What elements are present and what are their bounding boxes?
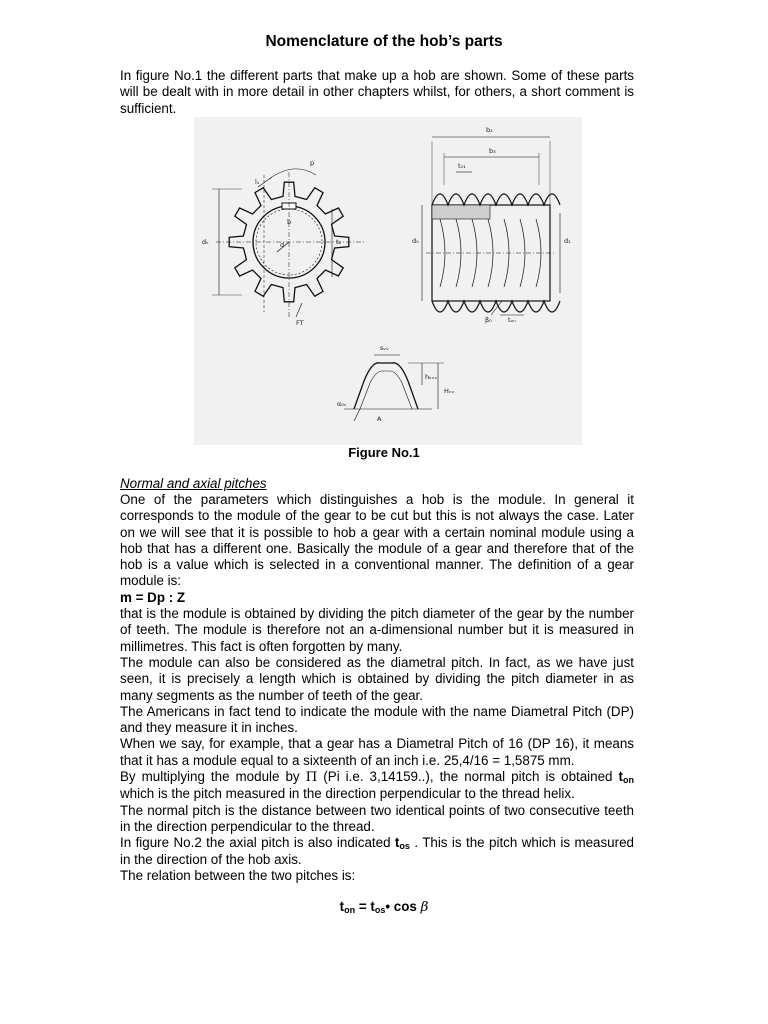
label-hkw: hₖᵥᵥ [425,373,438,381]
label-ton: tₒₙ [508,316,516,324]
hob-top-teeth [432,194,560,205]
intro-paragraph: In figure No.1 the different parts that make up a hob are shown. Some of these parts will be dealt with in more detail in other chapters whilst, for others, a short comment is sufficient. [120,68,634,116]
label-a: A [377,415,382,423]
paragraph-americans: The Americans in fact tend to indicate the module with the name Diametral Pitch (DP) and they measure it in inches. [120,703,634,736]
pitch-relation-formula: $t_{on}$ = $t_{os}•$ cos β [339,899,429,915]
pi-symbol: Π [305,770,318,786]
label-p: p [310,159,315,167]
paragraph-axial-pitch: In figure No.2 the axial pitch is also indicated $t_{os}$ . This is the pitch which is measured in the direction of the hob axis. [120,835,634,867]
label-hw: Hᵥᵥ [444,387,455,395]
module-formula: m = Dp : Z [120,589,186,605]
label-b3: b₃ [489,147,496,155]
gear-front-view [212,169,364,317]
label-b2: b₂ [486,126,493,134]
paragraph-dp16-example: When we say, for example, that a gear has a Diametral Pitch of 16 (DP 16), it means that it has a module equal to a sixteenth of an inch i.e. 25,4/16 = 1,5875 mm. [120,736,634,768]
paragraph-normal-pitch-definition: The normal pitch is the distance between two identical points of two consecutive teeth in the direction perpendicular to the thread. [120,802,634,834]
paragraph-normal-pitch: By multiplying the module by Π (Pi i.e. 3,14159..), the normal pitch is obtained $t_{on}$ which is the pitch measured in the direction perpendicular to the thread helix. [120,769,634,802]
page-title: Nomenclature of the hob’s parts [265,33,503,50]
label-b: b [287,218,292,226]
label-d1: d₁ [564,237,571,245]
label-a0n: α₀ₙ [337,400,347,408]
tooth-outline [354,363,418,409]
label-dk: dₖ [202,238,209,246]
hob-drawing [194,117,582,445]
label-l1: l₁ [255,178,260,186]
label-d0: d₀ [412,237,419,245]
paragraph-module-intro: One of the parameters which distinguishes a hob is the module. In general it corresponds to the module of the gear to be cut but this is not always the case. Later on we will see that it is possible to hob a gear with a certain nominal module using a hob that has a different one. Basically the module of a gear and therefore that of the hob is a value which is selected in a conventional manner. The definition of a gear module is: [120,492,634,589]
paragraph-module-units: that is the module is obtained by dividing the pitch diameter of the gear by the number of teeth. The module is therefore not an a-dimensional number but it is measured in millimetres. This fact is often forgotten by many. [120,606,634,654]
section-body [120,492,634,884]
label-beta0: β₀ [485,316,492,324]
label-d: d [280,241,285,249]
figure-caption: Figure No.1 [348,445,420,460]
figure-hob-parts [194,117,582,445]
paragraph-diametral-pitch: The module can also be considered as the diametral pitch. In fact, as we have just seen, it is precisely a length which is obtained by dividing the pitch diameter in as many segments as the number of teeth of the gear. [120,654,634,703]
hob-side-view [422,137,560,315]
label-t2: t₂ [336,238,342,246]
section-heading: Normal and axial pitches [120,476,267,491]
label-ft: FT [296,319,304,327]
tooth-profile [344,355,444,421]
label-sw: sᵥᵥ [380,344,389,352]
hob-bottom-teeth [432,301,560,312]
label-t01: t₀₁ [458,162,466,170]
paragraph-relation: The relation between the two pitches is: [120,867,356,883]
